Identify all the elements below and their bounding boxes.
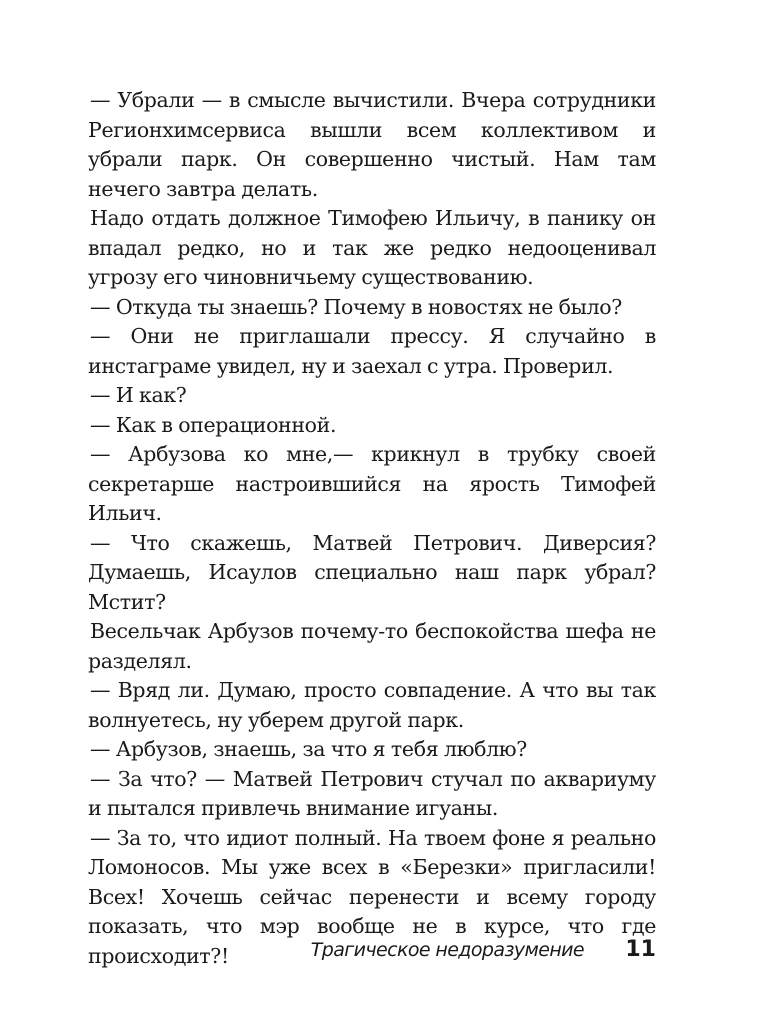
page-footer [88, 933, 656, 967]
paragraph-11: — Арбузов, знаешь, за что я тебя люблю? [90, 737, 527, 761]
running-title: Трагическое недоразумение [310, 939, 584, 961]
paragraph-6: — Как в операционной. [90, 412, 337, 437]
paragraph-13: — За то, что идиот полный. На твоем фоне я реально Ломоносов. Мы уже всех в «Березки» пригласили! Всех! Хочешь сейчас перенести и всему городу показать, что мэр вообще не в курсе, что где происходит?! [88, 825, 656, 968]
paragraph-2: Надо отдать должное Тимофею Ильичу, в панику он впадал редко, но и так же редко недооценивал угрозу его чиновничьему существованию. [88, 206, 656, 289]
paragraph-8: — Что скажешь, Матвей Петрович. Диверсия? Думаешь, Исаулов специально наш парк убрал? Мстит? [88, 530, 656, 614]
paragraph-5: — И как? [90, 383, 187, 407]
paragraph-10: — Вряд ли. Думаю, просто совпадение. А что вы так волнуетесь, ну уберем другой парк. [88, 678, 656, 732]
paragraph-4: — Они не приглашали прессу. Я случайно в инстаграме увидел, ну и заехал с утра. Проверил. [88, 324, 656, 378]
paragraph-3: — Откуда ты знаешь? Почему в новостях не было? [90, 294, 622, 319]
page-number: 11 [625, 937, 656, 962]
paragraph-9: Весельчак Арбузов почему-то беспокойства шефа не разделял. [88, 619, 656, 673]
page-body [88, 86, 656, 971]
paragraph-7: — Арбузова ко мне,— крикнул в трубку своей секретарше настроившийся на ярость Тимофей Ильич. [88, 442, 656, 525]
paragraph-12: — За что? — Матвей Петрович стучал по аквариуму и пытался привлечь внимание игуаны. [88, 766, 656, 820]
paragraph-1: — Убрали — в смысле вычистили. Вчера сотрудники Регионхимсервиса вышли всем коллективом и убрали парк. Он совершенно чистый. Нам там нечего завтра делать. [88, 88, 656, 201]
